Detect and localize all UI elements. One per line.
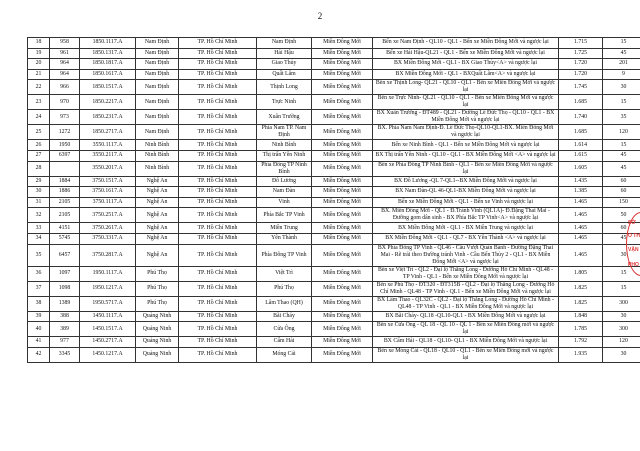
distance-km: 1.825 bbox=[559, 281, 603, 296]
trips-per-month: 120 bbox=[603, 125, 640, 140]
route-description: BX Nam Đàn-QL 46-QL1-BX Miền Đông Mới và ngược lại bbox=[373, 187, 559, 198]
route-description: BX Thị trấn Yên Ninh - QL10 - QL1 - BX Miền Đông Mới <A> và ngược lại bbox=[373, 150, 559, 161]
route-id: 1886 bbox=[50, 187, 80, 198]
origin-province: Nghệ An bbox=[136, 197, 179, 208]
destination-station: Miền Đông Mới bbox=[312, 80, 373, 95]
trips-per-month: 60 bbox=[603, 176, 640, 187]
origin-station: Yên Thành bbox=[257, 233, 312, 244]
route-description: Bến xe Cửa Ông - QL 18 - QL 10 - QL 1 - Bến xe Miền Đông mới và ngược lại bbox=[373, 322, 559, 337]
distance-km: 1.935 bbox=[559, 347, 603, 362]
table-row bbox=[28, 244, 640, 266]
route-id: 973 bbox=[50, 110, 80, 125]
distance-km: 1.465 bbox=[559, 233, 603, 244]
origin-province: Quảng Ninh bbox=[136, 311, 179, 322]
row-index: 38 bbox=[28, 296, 50, 311]
row-index: 27 bbox=[28, 150, 50, 161]
destination-city: TP. Hồ Chí Minh bbox=[179, 281, 257, 296]
trips-per-month: 30 bbox=[603, 347, 640, 362]
origin-station: Thịnh Long bbox=[257, 80, 312, 95]
origin-station: Đô Lương bbox=[257, 176, 312, 187]
route-code: 1850.2217.A bbox=[80, 95, 136, 110]
row-index: 37 bbox=[28, 281, 50, 296]
destination-city: TP. Hồ Chí Minh bbox=[179, 48, 257, 59]
origin-station: Phía Đông TP Ninh Bình bbox=[257, 161, 312, 176]
route-description: Bến xe Phú Thọ - ĐT320 - ĐT315B - QL2 - Đại lộ Thăng Long - Đường Hồ Chí Minh - QL48 - TP Vinh - QL1 - Bến xe Miền Đông Mới và ngược lại bbox=[373, 281, 559, 296]
distance-km: 1.725 bbox=[559, 48, 603, 59]
distance-km: 1.720 bbox=[559, 69, 603, 80]
trips-per-month: 15 bbox=[603, 38, 640, 49]
route-description: BX Miền Đông Mới - QL1 - BX Giao Thủy<A> và ngược lại bbox=[373, 59, 559, 70]
table-row bbox=[28, 125, 640, 140]
route-description: BX Miền Đông Mới - QL1 - BXQuất Lâm<A> và ngược lại bbox=[373, 69, 559, 80]
table-row bbox=[28, 197, 640, 208]
table-row bbox=[28, 95, 640, 110]
row-index: 25 bbox=[28, 125, 50, 140]
destination-station: Miền Đông Mới bbox=[312, 281, 373, 296]
route-code: 1950.5717.A bbox=[80, 296, 136, 311]
table-row bbox=[28, 347, 640, 362]
row-index: 31 bbox=[28, 197, 50, 208]
table-row bbox=[28, 161, 640, 176]
origin-province: Nghệ An bbox=[136, 187, 179, 198]
origin-station: Phía Nam TP. Nam Định bbox=[257, 125, 312, 140]
route-code: 3550.1117.A bbox=[80, 140, 136, 151]
route-id: 5745 bbox=[50, 233, 80, 244]
distance-km: 1.715 bbox=[559, 38, 603, 49]
row-index: 41 bbox=[28, 337, 50, 348]
row-index: 24 bbox=[28, 110, 50, 125]
destination-city: TP. Hồ Chí Minh bbox=[179, 311, 257, 322]
origin-province: Ninh Bình bbox=[136, 161, 179, 176]
route-code: 1850.1117.A bbox=[80, 38, 136, 49]
trips-per-month: 35 bbox=[603, 110, 640, 125]
origin-station: Phía Bắc TP Vinh bbox=[257, 208, 312, 223]
table-row bbox=[28, 140, 640, 151]
table-row bbox=[28, 69, 640, 80]
table-row bbox=[28, 187, 640, 198]
route-description: BX. Phía Nam Nam Định-Đ. Lê Đức Thọ-QL10-QL1-BX. Miền Đông Mới và ngược lại bbox=[373, 125, 559, 140]
row-index: 19 bbox=[28, 48, 50, 59]
distance-km: 1.685 bbox=[559, 125, 603, 140]
destination-station: Miền Đông Mới bbox=[312, 347, 373, 362]
row-index: 22 bbox=[28, 80, 50, 95]
route-id: 958 bbox=[50, 38, 80, 49]
destination-station: Miền Đông Mới bbox=[312, 223, 373, 234]
destination-station: Miền Đông Mới bbox=[312, 187, 373, 198]
route-id: 1272 bbox=[50, 125, 80, 140]
route-code: 1450.2717.A bbox=[80, 337, 136, 348]
route-description: BX Miền Đông Mới - QL1 - BX Miền Trung và ngược lại bbox=[373, 223, 559, 234]
destination-station: Miền Đông Mới bbox=[312, 38, 373, 49]
route-id: 964 bbox=[50, 59, 80, 70]
destination-city: TP. Hồ Chí Minh bbox=[179, 187, 257, 198]
origin-province: Nghệ An bbox=[136, 223, 179, 234]
table-row bbox=[28, 233, 640, 244]
route-id: 966 bbox=[50, 80, 80, 95]
origin-station: Lâm Thao (QH) bbox=[257, 296, 312, 311]
route-description: Bến xe Trực Ninh- QL21 - QL10 - QL1 - Bến xe Miền Đông Mới và ngược lại bbox=[373, 95, 559, 110]
destination-city: TP. Hồ Chí Minh bbox=[179, 244, 257, 266]
trips-per-month: 15 bbox=[603, 95, 640, 110]
origin-province: Nghệ An bbox=[136, 208, 179, 223]
distance-km: 1.615 bbox=[559, 150, 603, 161]
origin-province: Nghệ An bbox=[136, 233, 179, 244]
distance-km: 1.825 bbox=[559, 296, 603, 311]
table-row bbox=[28, 281, 640, 296]
trips-per-month: 45 bbox=[603, 161, 640, 176]
destination-city: TP. Hồ Chí Minh bbox=[179, 95, 257, 110]
origin-station: Phía Đông TP Vinh bbox=[257, 244, 312, 266]
origin-province: Quảng Ninh bbox=[136, 322, 179, 337]
destination-station: Miền Đông Mới bbox=[312, 244, 373, 266]
origin-province: Quảng Ninh bbox=[136, 347, 179, 362]
route-description: BX Phía Đông TP Vinh - QL46 - Cầu Vượt Quán Bánh - Đường Đặng Thai Mai - Rẽ trái theo Đường tránh Vinh - Cầu Bến Thủy 2 - QL1 - BX Miền Đông Mới <A> và ngược lại bbox=[373, 244, 559, 266]
destination-city: TP. Hồ Chí Minh bbox=[179, 223, 257, 234]
destination-station: Miền Đông Mới bbox=[312, 337, 373, 348]
distance-km: 1.385 bbox=[559, 187, 603, 198]
destination-station: Miền Đông Mới bbox=[312, 266, 373, 281]
origin-province: Nam Định bbox=[136, 95, 179, 110]
distance-km: 1.465 bbox=[559, 208, 603, 223]
route-code: 3750.3317.A bbox=[80, 233, 136, 244]
destination-city: TP. Hồ Chí Minh bbox=[179, 208, 257, 223]
origin-station: Hải Hậu bbox=[257, 48, 312, 59]
route-code: 1850.2317.A bbox=[80, 110, 136, 125]
distance-km: 1.465 bbox=[559, 244, 603, 266]
route-id bbox=[50, 161, 80, 176]
destination-city: TP. Hồ Chí Minh bbox=[179, 266, 257, 281]
trips-per-month: 15 bbox=[603, 266, 640, 281]
route-id: 1098 bbox=[50, 281, 80, 296]
route-description: BX Xuân Trường - ĐT489 - QL21 - Đường Lê Đức Thọ - QL10 - QL1 - BX Miền Đông Mới và ngược lại bbox=[373, 110, 559, 125]
table-row bbox=[28, 322, 640, 337]
table-row bbox=[28, 176, 640, 187]
route-table bbox=[27, 37, 640, 363]
route-description: BX Bãi Cháy- QL18 -QL10-QL1 - BX Miền Đông Mới và ngược lại bbox=[373, 311, 559, 322]
route-id: 2105 bbox=[50, 208, 80, 223]
destination-station: Miền Đông Mới bbox=[312, 125, 373, 140]
row-index: 18 bbox=[28, 38, 50, 49]
table-row bbox=[28, 296, 640, 311]
row-index: 21 bbox=[28, 69, 50, 80]
row-index: 28 bbox=[28, 161, 50, 176]
destination-station: Miền Đông Mới bbox=[312, 48, 373, 59]
origin-province: Quảng Ninh bbox=[136, 337, 179, 348]
row-index: 35 bbox=[28, 244, 50, 266]
trips-per-month: 30 bbox=[603, 80, 640, 95]
origin-province: Phú Thọ bbox=[136, 266, 179, 281]
trips-per-month: 45 bbox=[603, 233, 640, 244]
trips-per-month: 150 bbox=[603, 197, 640, 208]
row-index: 32 bbox=[28, 208, 50, 223]
destination-station: Miền Đông Mới bbox=[312, 150, 373, 161]
destination-city: TP. Hồ Chí Minh bbox=[179, 140, 257, 151]
table-row bbox=[28, 337, 640, 348]
origin-station: Phú Thọ bbox=[257, 281, 312, 296]
table-row bbox=[28, 208, 640, 223]
destination-station: Miền Đông Mới bbox=[312, 233, 373, 244]
trips-per-month: 300 bbox=[603, 322, 640, 337]
trips-per-month: 120 bbox=[603, 337, 640, 348]
route-id: 961 bbox=[50, 48, 80, 59]
route-id: 977 bbox=[50, 337, 80, 348]
destination-city: TP. Hồ Chí Minh bbox=[179, 125, 257, 140]
destination-city: TP. Hồ Chí Minh bbox=[179, 59, 257, 70]
route-description: Bến xe Móng Cái - QL18 - QL10 - QL1 - Bến xe Miền Đông mới và ngược lại bbox=[373, 347, 559, 362]
origin-province: Nam Định bbox=[136, 69, 179, 80]
destination-city: TP. Hồ Chí Minh bbox=[179, 322, 257, 337]
route-description: Bến xe Nam Định - QL10 - QL1 - Bến xe Miền Đông Mới và ngược lại bbox=[373, 38, 559, 49]
destination-city: TP. Hồ Chí Minh bbox=[179, 337, 257, 348]
route-code: 1850.1317.A bbox=[80, 48, 136, 59]
route-id: 6397 bbox=[50, 150, 80, 161]
origin-station: Cửa Ông bbox=[257, 322, 312, 337]
table-row bbox=[28, 38, 640, 49]
row-index: 30 bbox=[28, 187, 50, 198]
distance-km: 1.685 bbox=[559, 95, 603, 110]
row-index: 26 bbox=[28, 140, 50, 151]
distance-km: 1.785 bbox=[559, 322, 603, 337]
route-id: 3345 bbox=[50, 347, 80, 362]
origin-station: Vinh bbox=[257, 197, 312, 208]
destination-city: TP. Hồ Chí Minh bbox=[179, 80, 257, 95]
origin-station: Thị trấn Yên Ninh bbox=[257, 150, 312, 161]
distance-km: 1.465 bbox=[559, 223, 603, 234]
origin-province: Nam Định bbox=[136, 59, 179, 70]
origin-station: Móng Cái bbox=[257, 347, 312, 362]
trips-per-month: 300 bbox=[603, 296, 640, 311]
route-code: 1450.1517.A bbox=[80, 322, 136, 337]
destination-station: Miền Đông Mới bbox=[312, 322, 373, 337]
origin-province: Nghệ An bbox=[136, 176, 179, 187]
destination-city: TP. Hồ Chí Minh bbox=[179, 347, 257, 362]
trips-per-month: 30 bbox=[603, 244, 640, 266]
route-id: 2105 bbox=[50, 197, 80, 208]
origin-province: Ninh Bình bbox=[136, 140, 179, 151]
route-id: 1950 bbox=[50, 140, 80, 151]
row-index: 39 bbox=[28, 311, 50, 322]
distance-km: 1.740 bbox=[559, 110, 603, 125]
origin-station: Giao Thủy bbox=[257, 59, 312, 70]
route-code: 3550.2017.A bbox=[80, 161, 136, 176]
destination-station: Miền Đông Mới bbox=[312, 95, 373, 110]
route-description: Bến xe Ninh Bình - QL1 - Bến xe Miền Đông Mới và ngược lại bbox=[373, 140, 559, 151]
destination-city: TP. Hồ Chí Minh bbox=[179, 296, 257, 311]
route-description: BX Lâm Thao - QL32C - QL2 - Đại lộ Thăng Long - Đường Hồ Chí Minh - QL48 - TP Vinh - QL1 - BX Miền Đông Mới và ngược lại bbox=[373, 296, 559, 311]
origin-province: Nam Định bbox=[136, 125, 179, 140]
route-description: BX Miền Đông Mới - QL1 - QL7 - BX Yên Thành <A> và ngược lại bbox=[373, 233, 559, 244]
trips-per-month: 15 bbox=[603, 140, 640, 151]
row-index: 29 bbox=[28, 176, 50, 187]
route-description: Bến xe Hải Hậu-QL21 - QL1 - Bến xe Miền Đông Mới và ngược lại bbox=[373, 48, 559, 59]
trips-per-month: 60 bbox=[603, 223, 640, 234]
route-code: 3750.2517.A bbox=[80, 208, 136, 223]
distance-km: 1.614 bbox=[559, 140, 603, 151]
distance-km: 1.720 bbox=[559, 59, 603, 70]
origin-station: Quất Lâm bbox=[257, 69, 312, 80]
table-row bbox=[28, 59, 640, 70]
route-description: BX Cẩm Hải - QL18 - QL10- QL1 - BX Miền Đông Mới và ngược lại bbox=[373, 337, 559, 348]
route-code: 1450.1117.A bbox=[80, 311, 136, 322]
row-index: 34 bbox=[28, 233, 50, 244]
distance-km: 1.792 bbox=[559, 337, 603, 348]
destination-station: Miền Đông Mới bbox=[312, 110, 373, 125]
table-row bbox=[28, 80, 640, 95]
distance-km: 1.745 bbox=[559, 80, 603, 95]
route-id: 1097 bbox=[50, 266, 80, 281]
page-number: 2 bbox=[317, 11, 323, 21]
origin-province: Ninh Bình bbox=[136, 150, 179, 161]
row-index: 42 bbox=[28, 347, 50, 362]
destination-station: Miền Đông Mới bbox=[312, 208, 373, 223]
row-index: 36 bbox=[28, 266, 50, 281]
route-code: 3750.1617.A bbox=[80, 187, 136, 198]
distance-km: 1.805 bbox=[559, 266, 603, 281]
table-row bbox=[28, 150, 640, 161]
route-id: 1884 bbox=[50, 176, 80, 187]
distance-km: 1.435 bbox=[559, 176, 603, 187]
origin-station: Việt Trì bbox=[257, 266, 312, 281]
route-code: 1850.1817.A bbox=[80, 59, 136, 70]
row-index: 23 bbox=[28, 95, 50, 110]
trips-per-month: 9 bbox=[603, 69, 640, 80]
origin-province: Nam Định bbox=[136, 38, 179, 49]
origin-station: Xuân Trường bbox=[257, 110, 312, 125]
trips-per-month: 60 bbox=[603, 187, 640, 198]
trips-per-month: 201 bbox=[603, 59, 640, 70]
distance-km: 1.848 bbox=[559, 311, 603, 322]
trips-per-month: 30 bbox=[603, 311, 640, 322]
origin-station: Nam Đàn bbox=[257, 187, 312, 198]
destination-city: TP. Hồ Chí Minh bbox=[179, 233, 257, 244]
route-code: 1850.1517.A bbox=[80, 80, 136, 95]
origin-province: Phú Thọ bbox=[136, 281, 179, 296]
origin-station: Cẩm Hải bbox=[257, 337, 312, 348]
route-code: 3750.2617.A bbox=[80, 223, 136, 234]
row-index: 40 bbox=[28, 322, 50, 337]
route-code: 1950.1117.A bbox=[80, 266, 136, 281]
origin-station: Nam Định bbox=[257, 38, 312, 49]
origin-station: Ninh Bình bbox=[257, 140, 312, 151]
trips-per-month: 15 bbox=[603, 281, 640, 296]
route-description: BX Đô Lương -QL 7-QL1--BX Miền Đông Mới và ngược lại bbox=[373, 176, 559, 187]
destination-station: Miền Đông Mới bbox=[312, 296, 373, 311]
route-code: 3750.1117.A bbox=[80, 197, 136, 208]
origin-province: Phú Thọ bbox=[136, 296, 179, 311]
route-description: Bến xe Thịnh Long- QL21 - QL10 - QL1 - Bến xe Miền Đông Mới và ngược lại bbox=[373, 80, 559, 95]
destination-station: Miền Đông Mới bbox=[312, 176, 373, 187]
route-id: 389 bbox=[50, 322, 80, 337]
destination-station: Miền Đông Mới bbox=[312, 311, 373, 322]
distance-km: 1.465 bbox=[559, 197, 603, 208]
route-code: 1850.1617.A bbox=[80, 69, 136, 80]
table-row bbox=[28, 110, 640, 125]
route-description: BX. Miền Đông Mới - QL1 - Đ.Trảnh Vinh (QL1A)- Đ.Đặng Thai Mai - Đường gom dân sinh - BX Phía Bắc TP Vinh<A> và ngược lại bbox=[373, 208, 559, 223]
route-id: 970 bbox=[50, 95, 80, 110]
route-description: Bến xe Phía Đông TP Ninh Bình - QL1 - Bến xe Miền Đông Mới và ngược lại bbox=[373, 161, 559, 176]
distance-km: 1.605 bbox=[559, 161, 603, 176]
destination-city: TP. Hồ Chí Minh bbox=[179, 161, 257, 176]
route-code: 3550.2117.A bbox=[80, 150, 136, 161]
destination-station: Miền Đông Mới bbox=[312, 59, 373, 70]
origin-station: Bãi Cháy bbox=[257, 311, 312, 322]
route-code: 1450.1217.A bbox=[80, 347, 136, 362]
destination-station: Miền Đông Mới bbox=[312, 140, 373, 151]
origin-province: Nam Định bbox=[136, 110, 179, 125]
destination-city: TP. Hồ Chí Minh bbox=[179, 197, 257, 208]
destination-city: TP. Hồ Chí Minh bbox=[179, 110, 257, 125]
destination-city: TP. Hồ Chí Minh bbox=[179, 150, 257, 161]
route-code: 3750.1517.A bbox=[80, 176, 136, 187]
table-row bbox=[28, 266, 640, 281]
table-row bbox=[28, 223, 640, 234]
route-id: 6457 bbox=[50, 244, 80, 266]
trips-per-month: 45 bbox=[603, 48, 640, 59]
route-description: Bến xe Miền Đông Mới - QL1 - Bến xe Vinh và ngược lại bbox=[373, 197, 559, 208]
route-code: 3750.2817.A bbox=[80, 244, 136, 266]
origin-province: Nam Định bbox=[136, 80, 179, 95]
destination-city: TP. Hồ Chí Minh bbox=[179, 38, 257, 49]
route-id: 388 bbox=[50, 311, 80, 322]
origin-station: Miền Trung bbox=[257, 223, 312, 234]
destination-city: TP. Hồ Chí Minh bbox=[179, 69, 257, 80]
trips-per-month: 45 bbox=[603, 150, 640, 161]
destination-station: Miền Đông Mới bbox=[312, 161, 373, 176]
route-code: 1950.1217.A bbox=[80, 281, 136, 296]
row-index: 33 bbox=[28, 223, 50, 234]
trips-per-month: 50 bbox=[603, 208, 640, 223]
route-id: 4151 bbox=[50, 223, 80, 234]
route-id: 964 bbox=[50, 69, 80, 80]
origin-station: Trực Ninh bbox=[257, 95, 312, 110]
red-seal-stamp: SỞ O TH VẬN PHO bbox=[626, 212, 640, 274]
route-id: 1389 bbox=[50, 296, 80, 311]
table-row bbox=[28, 48, 640, 59]
destination-station: Miền Đông Mới bbox=[312, 69, 373, 80]
destination-city: TP. Hồ Chí Minh bbox=[179, 176, 257, 187]
table-row bbox=[28, 311, 640, 322]
origin-province: Nghệ An bbox=[136, 244, 179, 266]
route-code: 1850.2717.A bbox=[80, 125, 136, 140]
destination-station: Miền Đông Mới bbox=[312, 197, 373, 208]
row-index: 20 bbox=[28, 59, 50, 70]
route-description: Bến xe Việt Trì - QL2 - Đại lộ Thăng Long - Đường Hồ Chí Minh - QL48 - TP Vinh - QL1 - Bến xe Miền Đông Mới và ngược lại bbox=[373, 266, 559, 281]
origin-province: Nam Định bbox=[136, 48, 179, 59]
